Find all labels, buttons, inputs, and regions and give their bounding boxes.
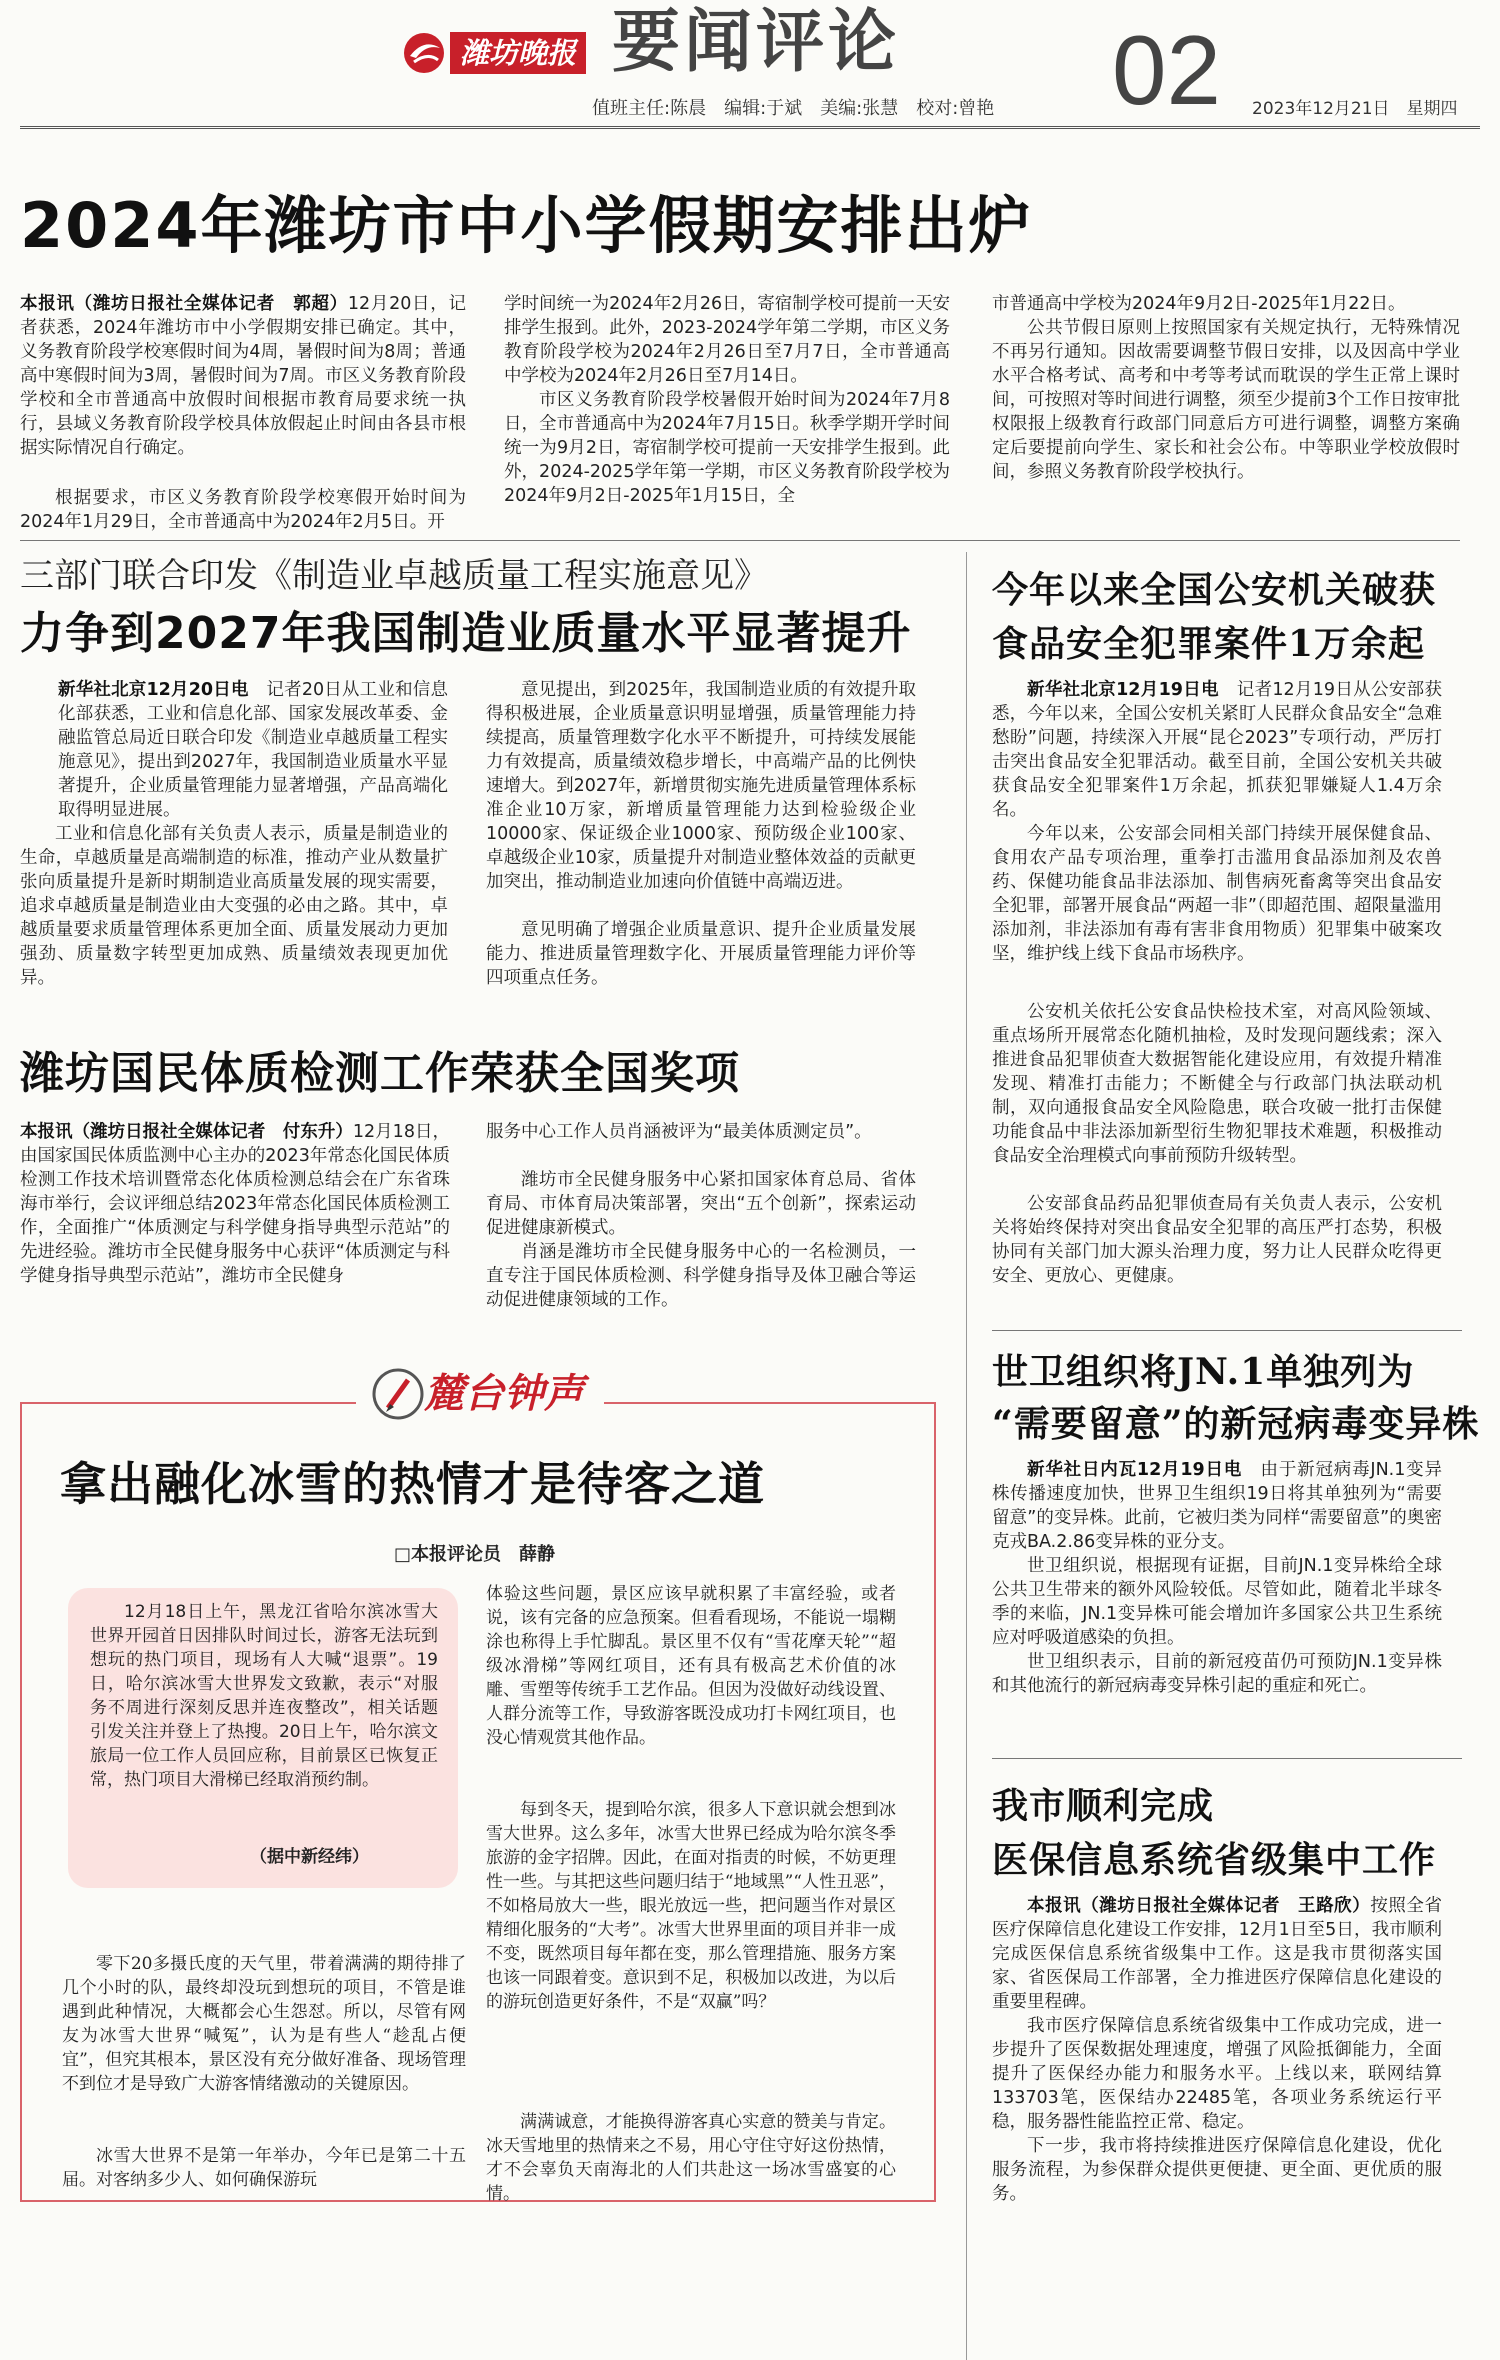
commentary-right-1: 体验这些问题，景区应该早就积累了丰富经验，或者说，该有完备的应急预案。但看看现场，不能说一塌糊涂也称得上手忙脚乱。景区里不仅有“雪花摩天轮”“超级冰滑梯”等网红项目，还有具有极高艺术价值的冰雕、雪塑等传统手工艺作品。但因为没做好动线设置、人群分流等工作，导致游客既没成功打卡网红项目，也没心情观赏其他作品。 [486, 1584, 896, 1748]
commentary-right-2: 每到冬天，提到哈尔滨，很多人下意识就会想到冰雪大世界。这么多年，冰雪大世界已经成为哈尔滨冬季旅游的金字招牌。因此，在面对指责的时候，不妨更理性一些。与其把这些问题归结于“地域黑”“人性丑恶”，不如格局放大一些，眼光放远一些，把问题当作对景区精细化服务的“大考”。冰雪大世界里面的项目并非一成不变，既然项目每年都在变，那么管理措施、服务方案也该一同跟着变。意识到不足，积极加以改进，为以后的游玩创造更好条件，不是“双赢”吗？ [486, 1800, 896, 2012]
fitness-col2b: 潍坊市全民健身服务中心紧扣国家体育总局、省体育局、市体育局决策部署，突出“五个创新”，探索运动促进健康新模式。 [486, 1170, 916, 1238]
commentary-right-3: 满满诚意，才能换得游客真心实意的赞美与肯定。冰天雪地里的热情来之不易，用心守住守好这份热情，才不会辜负天南海北的人们共赴这一场冰雪盛宴的心情。 [486, 2112, 896, 2204]
lead-col2b: 市区义务教育阶段学校暑假开始时间为2024年7月8日，全市普通高中为2024年7月15日。秋季学期开学时间统一为9月2日，寄宿制学校可提前一天安排学生报到。此外，2024-2025学年第一学期，市区义务教育阶段学校为2024年9月2日-2025年1月15日，全 [504, 390, 950, 506]
staff-line: 值班主任:陈晨 编辑:于斌 美编:张慧 校对:曾艳 [592, 98, 995, 119]
commentary-summary-source: （据中新经纬） [250, 1847, 369, 1867]
commentary-author: □本报评论员 薛静 [394, 1544, 556, 1565]
issue-date: 2023年12月21日 星期四 [1252, 99, 1458, 119]
fitness-byline: 本报讯（潍坊日报社全媒体记者 付东升） [20, 1122, 353, 1142]
manufacturing-col2b: 意见明确了增强企业质量意识、提升企业质量发展能力、推进质量管理数字化、开展质量管理能力评价等四项重点任务。 [486, 920, 916, 988]
commentary-left-2: 冰雪大世界不是第一年举办，今年已是第二十五届。对客纳多少人、如何确保游玩 [62, 2146, 466, 2190]
fitness-headline: 潍坊国民体质检测工作荣获全国奖项 [20, 1048, 740, 1099]
who-bottom-rule [992, 1758, 1462, 1759]
lead-headline: 2024年潍坊市中小学假期安排出炉 [20, 189, 1033, 262]
medical-p2: 我市医疗保障信息系统省级集中工作成功完成，进一步提升了医保数据处理速度，增强了风险抵御能力，全面提升了医保经办能力和服务水平。上线以来，联网结算133703笔，医保结办22485笔，各项业务系统运行平稳，服务器性能监控正常、稳定。 [992, 2016, 1442, 2132]
lead-col3b: 公共节假日原则上按照国家有关规定执行，无特殊情况不再另行通知。因故需要调整节假日安排，以及因高中学业水平合格考试、高考和中考等考试而耽误的学生正常上课时间，可按照对等时间进行调整，须至少提前3个工作日按审批权限报上级教育行政部门同意后方可进行调整，调整方案确定后要提前向学生、家长和社会公布。中等职业学校放假时间，参照义务教育阶段学校执行。 [992, 318, 1460, 482]
brush-pen-icon [370, 1366, 426, 1422]
medical-headline-2: 医保信息系统省级集中工作 [992, 1839, 1437, 1881]
page-number: 02 [1112, 15, 1222, 125]
who-p3: 世卫组织表示，目前的新冠疫苗仍可预防JN.1变异株和其他流行的新冠病毒变异株引起的重症和死亡。 [992, 1652, 1442, 1696]
who-headline-1: 世卫组织将JN.1单独列为 [992, 1351, 1415, 1393]
masthead-rule [20, 126, 1480, 129]
medical-byline: 本报讯（潍坊日报社全媒体记者 王路欣） [1027, 1896, 1371, 1916]
who-p2: 世卫组织说，根据现有证据，目前JN.1变异株给全球公共卫生带来的额外风险较低。尽管如此，随着北半球冬季的来临，JN.1变异株可能会增加许多国家公共卫生系统应对呼吸道感染的负担。 [992, 1556, 1442, 1648]
who-p1: 新华社日内瓦12月19日电 由于新冠病毒JN.1变异株传播速度加快，世界卫生组织19日将其单独列为“需要留意”的变异株。此前，它被归类为同样“需要留意”的奥密克戎BA.2.86变异株的亚分支。 [992, 1460, 1442, 1552]
lead-col1: 本报讯（潍坊日报社全媒体记者 郭超）12月20日，记者获悉，2024年潍坊市中小学假期安排已确定。其中，义务教育阶段学校寒假时间为4周，暑假时间为8周；普通高中寒假时间为3周，暑假时间为7周。市区义务教育阶段学校和全市普通高中放假时间根据市教育局要求统一执行，县域义务教育阶段学校具体放假起止时间由各县市根据实际情况自行确定。 [20, 294, 466, 458]
medical-p3: 下一步，我市将持续推进医疗保障信息化建设，优化服务流程，为参保群众提供更便捷、更全面、更优质的服务。 [992, 2136, 1442, 2204]
commentary-column-name: 麓台钟声 [424, 1370, 584, 1417]
manufacturing-col1: 新华社北京12月20日电 记者20日从工业和信息化部获悉，工业和信息化部、国家发展改革委、金融监管总局近日联合印发《制造业卓越质量工程实施意见》，提出到2027年，我国制造业质量水平显著提升，企业质量管理能力显著增强，产品高端化取得明显进展。 [58, 680, 448, 820]
manufacturing-col2: 意见提出，到2025年，我国制造业质的有效提升取得积极进展，企业质量意识明显增强，质量管理能力持续提高，质量管理数字化水平不断提升，可持续发展能力有效提高，质量绩效稳步增长，中高端产品的比例快速增大。到2027年，新增贯彻实施先进质量管理体系标准企业10万家，新增质量管理能力达到检验级企业10000家、保证级企业1000家、预防级企业100家、卓越级企业10家，质量提升对制造业整体效益的贡献更加突出，推动制造业加速向价值链中高端迈进。 [486, 680, 916, 892]
manufacturing-headline: 力争到2027年我国制造业质量水平显著提升 [20, 608, 912, 659]
who-byline: 新华社日内瓦12月19日电 [1027, 1460, 1243, 1480]
commentary-left-1: 零下20多摄氏度的天气里，带着满满的期待排了几个小时的队，最终却没玩到想玩的项目，不管是谁遇到此种情况，大概都会心生怨怼。所以，尽管有网友为冰雪大世界“喊冤”，认为是有些人“趁乱占便宜”，但究其根本，景区没有充分做好准备、现场管理不到位才是导致广大游客情绪激动的关键原因。 [62, 1954, 466, 2094]
logo [400, 26, 596, 80]
section-title: 要闻评论 [612, 2, 901, 82]
police-headline-1: 今年以来全国公安机关破获 [992, 569, 1437, 611]
commentary-column-badge [356, 1362, 604, 1426]
commentary-summary-text: 12月18日上午，黑龙江省哈尔滨冰雪大世界开园首日因排队时间过长，游客无法玩到想玩的热门项目，现场有人大喊“退票”。19日，哈尔滨冰雪大世界发文致歉，表示“对服务不周进行深刻反思并连夜整改”，相关话题引发关注并登上了热搜。20日上午，哈尔滨文旅局一位工作人员回应称，目前景区已恢复正常，热门项目大滑梯已经取消预约制。 [90, 1602, 438, 1790]
police-p1: 新华社北京12月19日电 记者12月19日从公安部获悉，今年以来，全国公安机关紧盯人民群众食品安全“急难愁盼”问题，持续深入开展“昆仑2023”专项行动，严厉打击突出食品安全犯罪活动。截至目前，全国公安机关共破获食品安全犯罪案件1万余起，抓获犯罪嫌疑人1.4万余名。 [992, 680, 1442, 820]
lead-col2: 学时间统一为2024年2月26日，寄宿制学校可提前一天安排学生报到。此外，2023-2024学年第二学期，市区义务教育阶段学校为2024年2月26日至7月7日，全市普通高中学校为2024年2月26日至7月14日。 [504, 294, 950, 386]
police-bottom-rule [992, 1330, 1462, 1331]
lead-byline: 本报讯（潍坊日报社全媒体记者 郭超） [20, 294, 348, 314]
police-byline: 新华社北京12月19日电 [1027, 680, 1219, 700]
fitness-col1: 本报讯（潍坊日报社全媒体记者 付东升）12月18日，由国家国民体质监测中心主办的2023年常态化国民体质检测工作技术培训暨常态化体质检测总结会在广东省珠海市举行，会议评细总结2023年常态化国民体质检测工作，全面推广“体质测定与科学健身指导典型示范站”的先进经验。潍坊市全民健身服务中心获评“体质测定与科学健身指导典型示范站”，潍坊市全民健身 [20, 1122, 450, 1286]
who-headline-2: “需要留意”的新冠病毒变异株 [992, 1403, 1480, 1445]
lead-col1b: 根据要求，市区义务教育阶段学校寒假开始时间为2024年1月29日，全市普通高中为2024年2月5日。开 [20, 488, 466, 532]
commentary-headline: 拿出融化冰雪的热情才是待客之道 [60, 1457, 765, 1511]
manufacturing-byline: 新华社北京12月20日电 [58, 680, 249, 700]
medical-headline-1: 我市顺利完成 [992, 1785, 1215, 1827]
police-p3: 公安机关依托公安食品快检技术室，对高风险领域、重点场所开展常态化随机抽检，及时发现问题线索；深入推进食品犯罪侦查大数据智能化建设应用，有效提升精准发现、精准打击能力；不断健全与行政部门执法联动机制，双向通报食品安全风险隐患，联合攻破一批打击保健功能食品中非法添加新型衍生物犯罪技术难题，积极推动食品安全治理模式向事前预防升级转型。 [992, 1002, 1442, 1166]
police-p2: 今年以来，公安部会同相关部门持续开展保健食品、食用农产品专项治理，重拳打击滥用食品添加剂及农兽药、保健功能食品非法添加、制售病死畜禽等突出食品安全犯罪，部署开展食品“两超一非”（即超范围、超限量滥用添加剂，非法添加有毒有害非食用物质）犯罪集中破案攻坚，维护线上线下食品市场秩序。 [992, 824, 1442, 964]
logo-text: 潍坊晚报 [450, 32, 586, 74]
logo-swirl-icon [400, 30, 448, 76]
manufacturing-kicker: 三部门联合印发《制造业卓越质量工程实施意见》 [20, 556, 768, 596]
manufacturing-col1b: 工业和信息化部有关负责人表示，质量是制造业的生命，卓越质量是高端制造的标准，推动产业从数量扩张向质量提升是新时期制造业高质量发展的现实需要，追求卓越质量是制造业由大变强的必由之路。其中，卓越质量要求质量管理体系更加全面、质量发展动力更加强劲、质量数字转型更加成熟、质量绩效表现更加优异。 [20, 824, 448, 988]
police-headline-2: 食品安全犯罪案件1万余起 [992, 623, 1426, 665]
masthead [0, 0, 1500, 130]
right-column-divider [966, 552, 967, 2360]
medical-p1: 本报讯（潍坊日报社全媒体记者 王路欣）按照全省医疗保障信息化建设工作安排，12月1日至5日，我市顺利完成医保信息系统省级集中工作。这是我市贯彻落实国家、省医保局工作部署，全力推进医疗保障信息化建设的重要里程碑。 [992, 1896, 1443, 2012]
fitness-col2: 服务中心工作人员肖涵被评为“最美体质测定员”。 [486, 1122, 872, 1142]
fitness-col2c: 肖涵是潍坊市全民健身服务中心的一名检测员，一直专注于国民体质检测、科学健身指导及体卫融合等运动促进健康领域的工作。 [486, 1242, 916, 1310]
police-p4: 公安部食品药品犯罪侦查局有关负责人表示，公安机关将始终保持对突出食品安全犯罪的高压严打态势，积极协同有关部门加大源头治理力度，努力让人民群众吃得更安全、更放心、更健康。 [992, 1194, 1442, 1286]
lead-col3: 市普通高中学校为2024年9月2日-2025年1月22日。 [992, 294, 1406, 314]
lead-bottom-rule [20, 540, 1460, 541]
